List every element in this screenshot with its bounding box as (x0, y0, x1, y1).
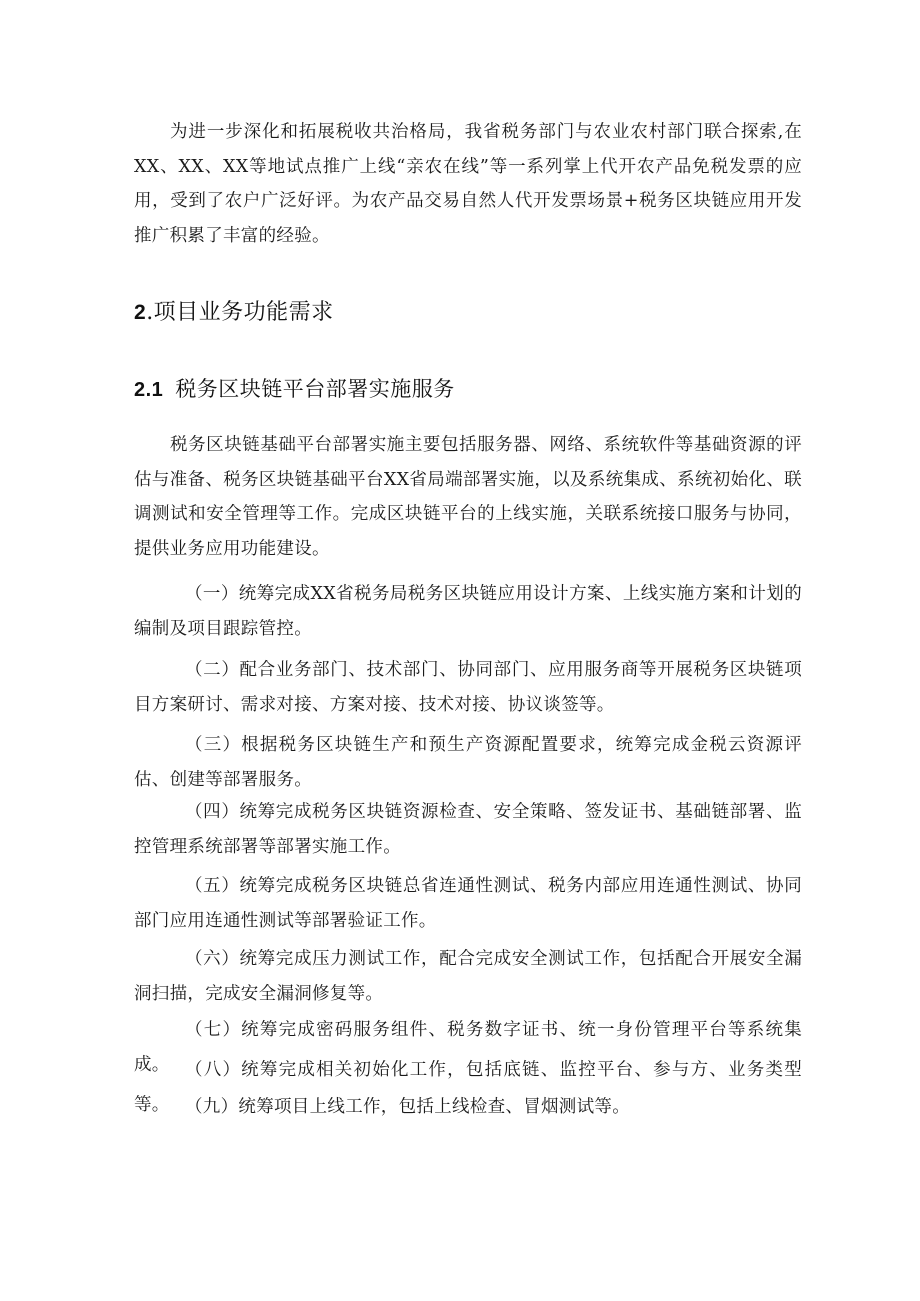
list-item-2: （二）配合业务部门、技术部门、协同部门、应用服务商等开展税务区块链项目方案研讨、需求对接、方案对接、技术对接、协议谈签等。 (134, 660, 802, 715)
list-item-6: （六）统筹完成压力测试工作，配合完成安全测试工作，包括配合开展安全漏洞扫描，完成安全漏洞修复等。 (134, 949, 802, 1004)
list-item-7: （七）统筹完成密码服务组件、税务数字证书、统一身份管理平台等系统集成。 (134, 1020, 802, 1075)
list-item-8: （八）统筹完成相关初始化工作，包括底链、监控平台、参与方、业务类型等。 (134, 1060, 802, 1115)
list-item-3: （三）根据税务区块链生产和预生产资源配置要求，统筹完成金税云资源评估、创建等部署服务。 (134, 735, 802, 790)
section-2-heading (134, 298, 334, 328)
section-2-1-body: 税务区块链基础平台部署实施主要包括服务器、网络、系统软件等基础资源的评估与准备、税务区块链基础平台XX省局端部署实施，以及系统集成、系统初始化、联调测试和安全管理等工作。完成区块链平台的上线实施，关联系统接口服务与协同，提供业务应用功能建设。 (134, 435, 802, 559)
list-item-9: （九）统筹项目上线工作，包括上线检查、冒烟测试等。 (185, 1097, 630, 1117)
section-2-1-title: 税务区块链平台部署实施服务 (175, 377, 455, 401)
section-2-title: .项目业务功能需求 (146, 300, 334, 325)
list-item-1: （一）统筹完成XX省税务局税务区块链应用设计方案、上线实施方案和计划的编制及项目跟踪管控。 (134, 584, 802, 639)
section-2-1-heading (134, 374, 455, 405)
list-item-5: （五）统筹完成税务区块链总省连通性测试、税务内部应用连通性测试、协同部门应用连通性测试等部署验证工作。 (134, 876, 802, 931)
intro-paragraph: 为进一步深化和拓展税收共治格局，我省税务部门与农业农村部门联合探索,在XX、XX、XX等地试点推广上线“亲农在线”等一系列掌上代开农产品免税发票的应用，受到了农户广泛好评。为农产品交易自然人代开发票场景+税务区块链应用开发推广积累了丰富的经验。 (134, 122, 802, 246)
section-2-1-number: 2.1 (134, 379, 164, 401)
section-2-number: 2 (134, 301, 147, 324)
list-item-4: （四）统筹完成税务区块链资源检查、安全策略、签发证书、基础链部署、监控管理系统部署等部署实施工作。 (134, 802, 802, 857)
